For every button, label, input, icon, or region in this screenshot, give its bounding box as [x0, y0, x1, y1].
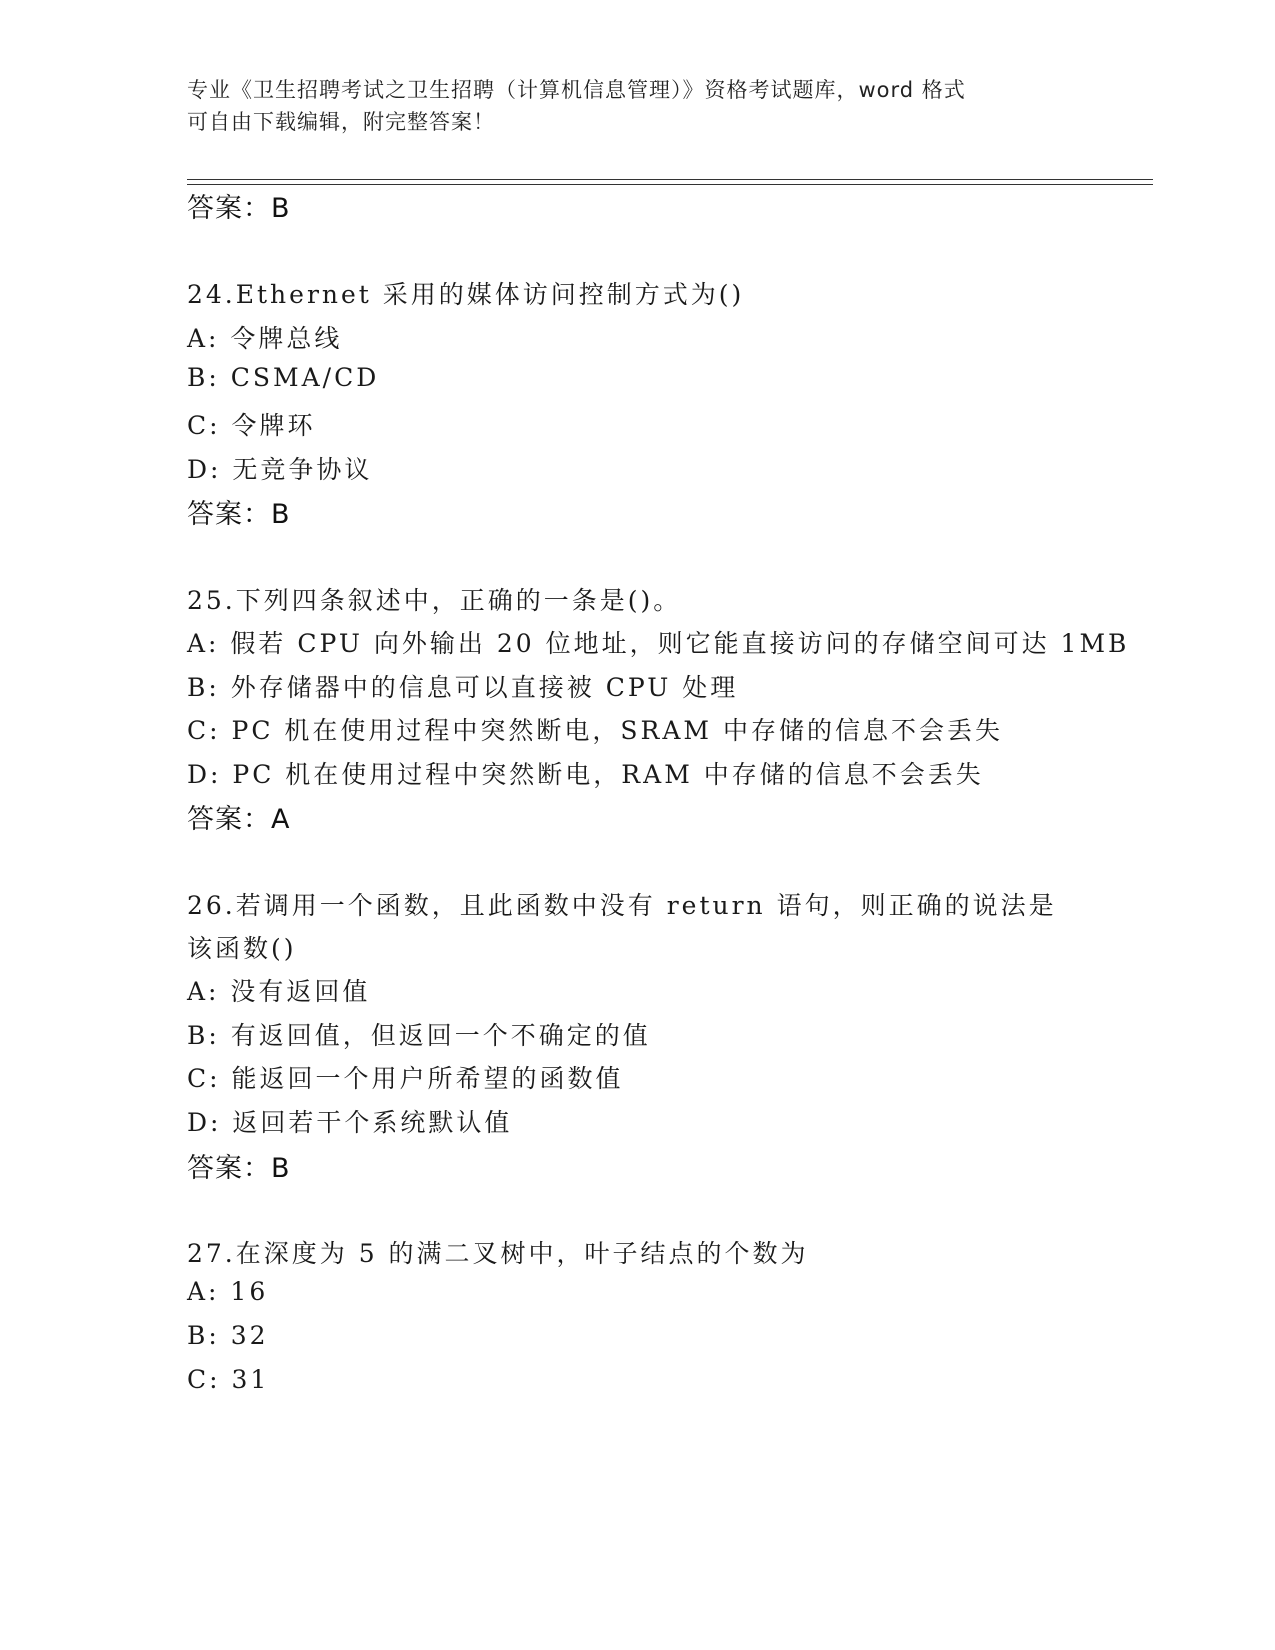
question-25-answer: 答案：A [187, 804, 291, 835]
question-25-stem: 25.下列四条叙述中，正确的一条是()。 [187, 586, 682, 615]
question-24-option-b: B: CSMA/CD [187, 363, 380, 392]
question-27-option-a: A: 16 [187, 1277, 269, 1306]
question-24-option-c: C: 令牌环 [187, 411, 316, 440]
question-25-option-a: A: 假若 CPU 向外输出 20 位地址，则它能直接访问的存储空间可达 1MB [187, 629, 1130, 658]
question-27-option-b: B: 32 [187, 1321, 269, 1350]
question-26-option-a: A: 没有返回值 [187, 977, 371, 1006]
question-27-option-c: C: 31 [187, 1365, 270, 1394]
header-rule-bottom [187, 184, 1153, 185]
header-line-2: 可自由下载编辑，附完整答案！ [187, 110, 495, 134]
question-24-option-a: A: 令牌总线 [187, 324, 343, 353]
question-26-answer: 答案：B [187, 1153, 291, 1184]
question-24-stem: 24.Ethernet 采用的媒体访问控制方式为() [187, 280, 745, 309]
question-26-stem-line-1: 26.若调用一个函数，且此函数中没有 return 语句，则正确的说法是 [187, 891, 1057, 920]
question-26-option-c: C: 能返回一个用户所希望的函数值 [187, 1064, 624, 1093]
question-24-option-d: D: 无竞争协议 [187, 455, 373, 484]
question-24-answer: 答案：B [187, 499, 291, 530]
header-line-1: 专业《卫生招聘考试之卫生招聘（计算机信息管理）》资格考试题库，word 格式 [187, 78, 966, 102]
question-26-option-d: D: 返回若干个系统默认值 [187, 1108, 513, 1137]
header-rule-top [187, 179, 1153, 180]
question-25-option-d: D: PC 机在使用过程中突然断电，RAM 中存储的信息不会丢失 [187, 760, 984, 789]
previous-answer: 答案：B [187, 193, 291, 224]
question-25-option-b: B: 外存储器中的信息可以直接被 CPU 处理 [187, 673, 739, 702]
question-26-option-b: B: 有返回值，但返回一个不确定的值 [187, 1021, 651, 1050]
question-27-stem: 27.在深度为 5 的满二叉树中，叶子结点的个数为 [187, 1239, 809, 1268]
question-26-stem-line-2: 该函数() [187, 934, 297, 963]
document-header [187, 74, 1087, 138]
question-25-option-c: C: PC 机在使用过程中突然断电，SRAM 中存储的信息不会丢失 [187, 716, 1003, 745]
